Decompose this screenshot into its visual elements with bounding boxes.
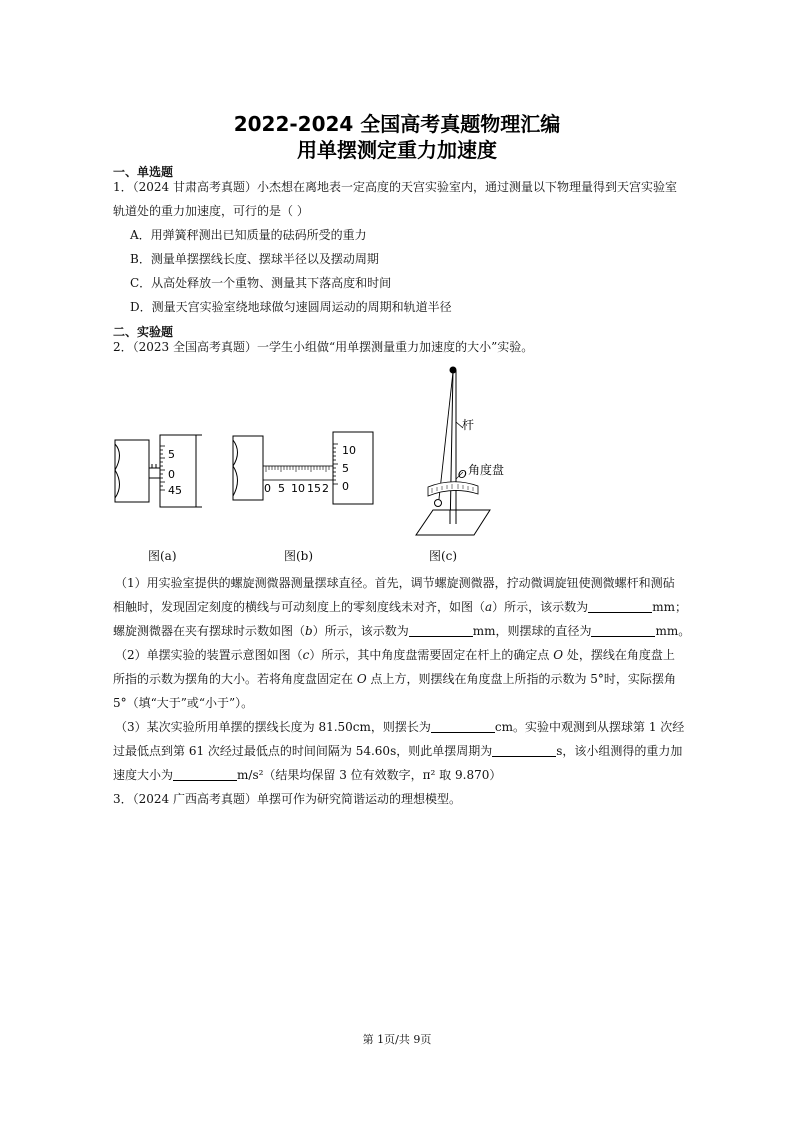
spindle [263, 466, 333, 480]
figure-a-caption: 图(a) [148, 549, 177, 563]
section-heading-single-choice: 一、单选题 [113, 165, 174, 179]
sleeve-label-0: 0 [264, 482, 271, 495]
sleeve-label-10: 10 [291, 482, 305, 495]
answer-blank [173, 768, 237, 781]
figure-c-pendulum-apparatus [408, 362, 518, 540]
figure-b-micrometer [228, 430, 378, 506]
angle-dial [428, 482, 478, 496]
q2-part2-line1: （2）单摆实验的装置示意图如图（c）所示，其中角度盘需要固定在杆上的确定点 O 处，摆线在角度盘上 [115, 648, 675, 662]
q2-part1-line1: （1）用实验室提供的螺旋测微器测量摆球直径。首先，调节螺旋测微器，拧动微调旋钮使测微螺杆和测砧 [115, 576, 675, 590]
answer-blank [591, 624, 655, 637]
q2-part3-line1: （3）某次实验所用单摆的摆线长度为 81.50cm，则摆长为 cm。实验中观测到从摆球第 1 次经 [115, 720, 685, 734]
section-heading-experiment: 二、实验题 [113, 325, 174, 339]
answer-blank [431, 720, 495, 733]
q1-stem-line1: 1．（2024 甘肃高考真题）小杰想在离地表一定高度的天宫实验室内，通过测量以下物理量得到天宫实验室 [113, 180, 677, 194]
thimble-label-5: 5 [168, 448, 175, 461]
sleeve-label-2: 2 [322, 482, 329, 495]
q1-option-a: A．用弹簧秤测出已知质量的砝码所受的重力 [130, 228, 367, 242]
thimble-label-5: 5 [342, 462, 349, 475]
anvil-frame [233, 436, 263, 500]
thimble-label-10: 10 [342, 444, 356, 457]
thimble-label-0: 0 [342, 480, 349, 493]
q1-option-d: D．测量天宫实验室绕地球做匀速圆周运动的周期和轨道半径 [130, 300, 452, 314]
page-footer: 第 1页/共 9页 [362, 1033, 432, 1046]
q1-stem-line2: 轨道处的重力加速度，可行的是（ ） [113, 204, 309, 218]
sleeve-label-5: 5 [278, 482, 285, 495]
answer-blank [409, 624, 473, 637]
q2-part2-line2: 所指的示数为摆角的大小。若将角度盘固定在 O 点上方，则摆线在角度盘上所指的示数为 5°时，实际摆角 [113, 672, 676, 686]
thimble-label-0: 0 [168, 468, 175, 481]
q2-part2-line3: 5°（填“大于”或“小于”）。 [113, 696, 254, 710]
q3-intro: 3．（2024 广西高考真题）单摆可作为研究简谐运动的理想模型。 [113, 792, 461, 806]
q1-option-c: C．从高处释放一个重物、测量其下落高度和时间 [130, 276, 392, 290]
sleeve-label-15: 15 [307, 482, 321, 495]
thimble-label-45: 45 [168, 484, 182, 497]
q1-option-b: B．测量单摆摆线长度、摆球半径以及摆动周期 [130, 252, 379, 266]
q2-part3-line2: 过最低点到第 61 次经过最低点的时间间隔为 54.60s，则此单摆周期为 s，该小组测得的重力加 [113, 744, 683, 758]
sleeve-ticks [266, 466, 329, 472]
q2-part1-line3: 螺旋测微器在夹有摆球时示数如图（b）所示，该示数为 mm，则摆球的直径为 mm。 [113, 624, 691, 638]
q2-part3-line3: 速度大小为 m/s²（结果均保留 3 位有效数字，π² 取 9.870） [113, 768, 502, 782]
angle-dial-label: 角度盘 [468, 463, 505, 477]
document-subtitle: 用单摆测定重力加速度 [297, 138, 497, 162]
point-o-label: O [458, 468, 467, 481]
rod-label: 杆 [462, 418, 475, 432]
q2-intro: 2．（2023 全国高考真题）一学生小组做“用单摆测量重力加速度的大小”实验。 [113, 340, 534, 354]
answer-blank [492, 744, 556, 757]
stand-base [416, 510, 490, 535]
q2-part1-line2: 相触时，发现固定刻度的横线与可动刻度上的零刻度线未对齐，如图（a）所示，该示数为 mm； [113, 600, 687, 614]
figure-c-caption: 图(c) [429, 549, 458, 563]
anvil-frame [115, 440, 149, 502]
answer-blank [588, 600, 652, 613]
thimble [333, 432, 373, 504]
document-title: 2022-2024 全国高考真题物理汇编 [233, 112, 561, 136]
pendulum-bob [435, 500, 442, 507]
figure-a-micrometer [112, 430, 202, 512]
figure-b-caption: 图(b) [284, 549, 314, 563]
